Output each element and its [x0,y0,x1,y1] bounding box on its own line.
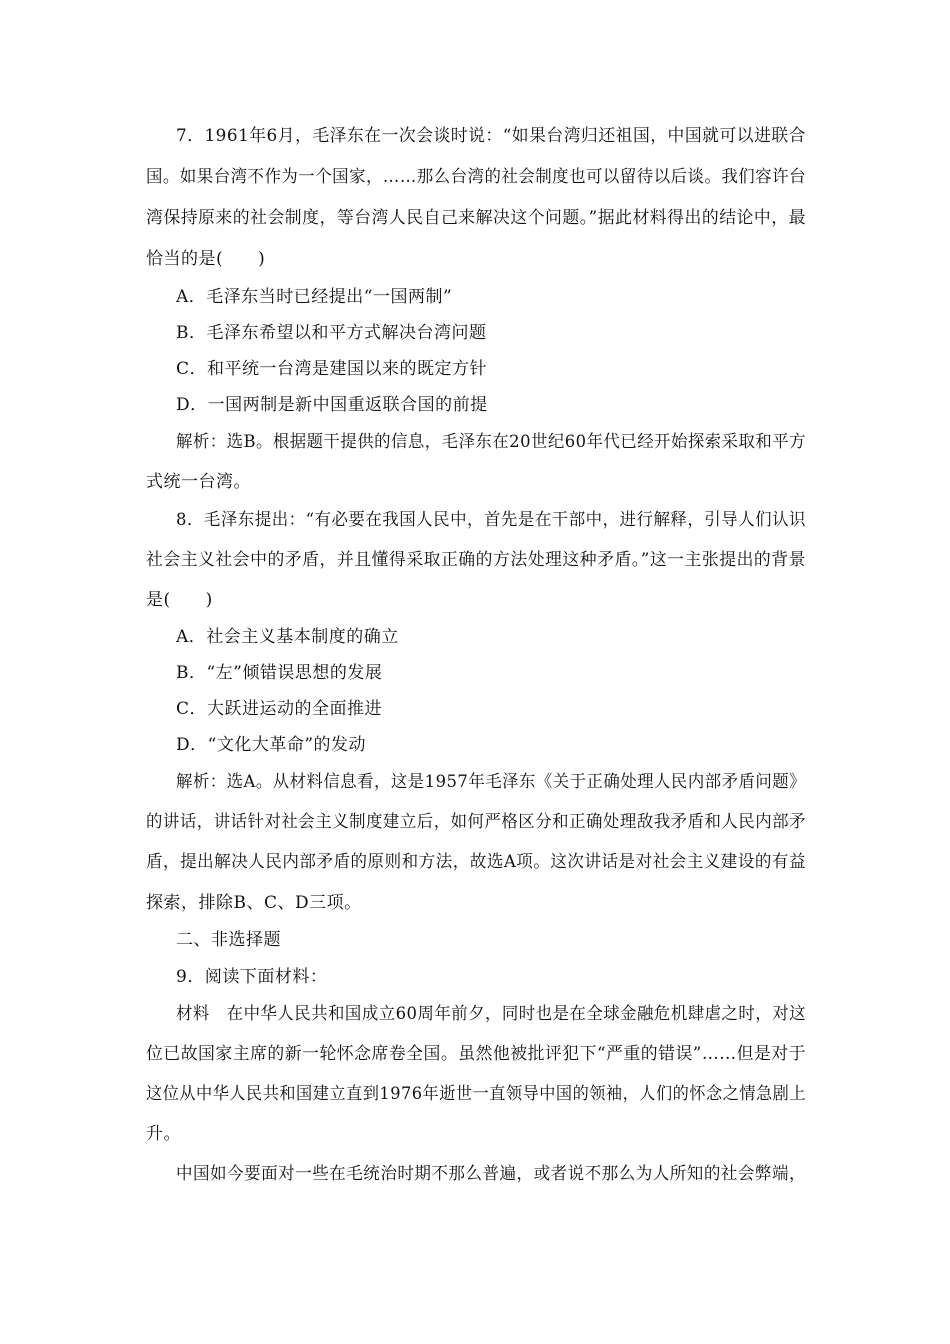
q8-stem-line-3: 是( ) [146,590,213,610]
q8-option-b: B．“左”倾错误思想的发展 [176,663,383,683]
q7-analysis-line-1: 解析：选B。根据题干提供的信息，毛泽东在20世纪60年代已经开始探索采取和平方 [176,432,806,452]
q9-material-line-4: 升。 [146,1124,181,1144]
q8-stem-line-1: 8．毛泽东提出：“有必要在我国人民中，首先是在干部中，进行解释，引导人们认识 [176,510,806,530]
q7-stem-line-1: 7．1961年6月，毛泽东在一次会谈时说：“如果台湾归还祖国，中国就可以进联合 [176,126,806,146]
q9-material-line-3: 这位从中华人民共和国建立直到1976年逝世一直领导中国的领袖，人们的怀念之情急剧上 [146,1084,806,1104]
q8-option-a: A．社会主义基本制度的确立 [176,627,399,647]
q7-stem-line-4: 恰当的是( ) [146,249,266,269]
q7-option-c: C．和平统一台湾是建国以来的既定方针 [176,359,488,379]
q9-material2-line-1: 中国如今要面对一些在毛统治时期不那么普遍，或者说不那么为人所知的社会弊端， [176,1164,806,1184]
q7-option-a: A．毛泽东当时已经提出“一国两制” [176,287,453,307]
q8-option-d: D．“文化大革命”的发动 [176,735,367,755]
q8-analysis-line-4: 探索，排除B、C、D三项。 [146,893,362,913]
q8-analysis-line-3: 盾，提出解决人民内部矛盾的原则和方法，故选A项。这次讲话是对社会主义建设的有益 [146,852,806,872]
q7-stem-line-3: 湾保持原来的社会制度，等台湾人民自己来解决这个问题。”据此材料得出的结论中，最 [146,208,806,228]
q8-analysis-line-2: 的讲话，讲话针对社会主义制度建立后，如何严格区分和正确处理敌我矛盾和人民内部矛 [146,812,806,832]
q7-analysis-line-2: 式统一台湾。 [146,472,251,492]
q7-option-b: B．毛泽东希望以和平方式解决台湾问题 [176,323,487,343]
q9-intro: 9．阅读下面材料： [176,967,328,987]
q8-option-c: C．大跃进运动的全面推进 [176,699,383,719]
section-heading: 二、非选择题 [176,930,281,950]
q8-analysis-line-1: 解析：选A。从材料信息看，这是1957年毛泽东《关于正确处理人民内部矛盾问题》 [176,772,806,792]
q7-option-d: D．一国两制是新中国重返联合国的前提 [176,395,488,415]
q9-material-line-1: 材料 在中华人民共和国成立60周年前夕，同时也是在全球金融危机肆虐之时，对这 [176,1004,806,1024]
q7-stem-line-2: 国。如果台湾不作为一个国家，……那么台湾的社会制度也可以留待以后谈。我们容许台 [146,167,806,187]
q8-stem-line-2: 社会主义社会中的矛盾，并且懂得采取正确的方法处理这种矛盾。”这一主张提出的背景 [146,550,806,570]
q9-material-line-2: 位已故国家主席的新一轮怀念席卷全国。虽然他被批评犯下“严重的错误”……但是对于 [146,1044,806,1064]
